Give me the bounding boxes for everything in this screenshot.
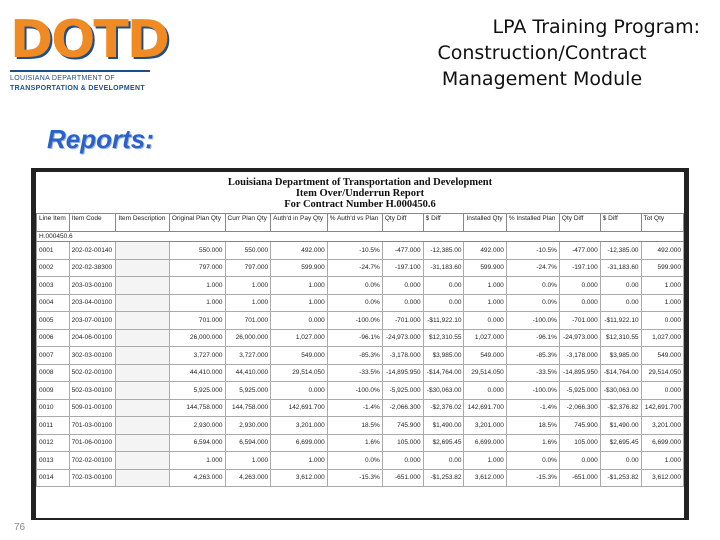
column-header: Curr Plan Qty xyxy=(225,214,271,232)
table-cell: 549.000 xyxy=(641,347,683,365)
report-org: Louisiana Department of Transportation and Development xyxy=(227,177,493,188)
table-row xyxy=(37,417,684,435)
logo-tagline-1: LOUISIANA DEPARTMENT OF xyxy=(10,75,115,82)
table-cell: 1.000 xyxy=(225,452,271,470)
table-cell xyxy=(116,417,169,435)
table-cell: -$14,764.00 xyxy=(423,364,464,382)
table-row xyxy=(37,242,684,260)
table-cell: -477.000 xyxy=(559,242,600,260)
table-cell: 2,930.000 xyxy=(169,417,225,435)
table-cell: 701-06-00100 xyxy=(69,434,116,452)
table-cell: 0.00 xyxy=(423,452,464,470)
table-cell: 29,514.050 xyxy=(464,364,506,382)
table-cell: 492.000 xyxy=(464,242,506,260)
table-header-row xyxy=(37,214,684,232)
logo-tagline-2: TRANSPORTATION & DEVELOPMENT xyxy=(10,85,145,92)
table-cell: -33.5% xyxy=(327,364,382,382)
table-cell: 1.6% xyxy=(506,434,559,452)
dotd-logo xyxy=(10,10,169,98)
table-cell: 702-02-00100 xyxy=(69,452,116,470)
table-cell: -2,066.300 xyxy=(382,399,423,417)
table-cell: 3,201.000 xyxy=(271,417,328,435)
table-cell: 0014 xyxy=(37,469,70,487)
title-line-1: LPA Training Program: xyxy=(492,16,700,38)
table-cell: 0006 xyxy=(37,329,70,347)
table-cell: $12,310.55 xyxy=(600,329,641,347)
table-cell: 0.00 xyxy=(423,277,464,295)
column-header: Item Description xyxy=(116,214,169,232)
table-row xyxy=(37,329,684,347)
contract-cell: H.000450.6 xyxy=(37,232,684,242)
table-cell: 3,612.000 xyxy=(641,469,683,487)
table-cell: 204-06-00100 xyxy=(69,329,116,347)
column-header: Qty Diff xyxy=(382,214,423,232)
table-cell: 2,930.000 xyxy=(225,417,271,435)
table-cell xyxy=(116,399,169,417)
table-cell: 0.000 xyxy=(641,312,683,330)
table-cell: 599.900 xyxy=(271,259,328,277)
column-header: $ Diff xyxy=(423,214,464,232)
table-cell: 0.00 xyxy=(600,452,641,470)
table-cell: -3,178.000 xyxy=(382,347,423,365)
table-cell: 797.000 xyxy=(225,259,271,277)
table-cell: -$1,253.82 xyxy=(600,469,641,487)
page-number: 76 xyxy=(14,522,26,533)
table-cell: 1.000 xyxy=(169,452,225,470)
table-cell: 0.0% xyxy=(506,294,559,312)
contract-row xyxy=(37,232,684,242)
column-header: Tot Qty xyxy=(641,214,683,232)
table-cell: -5,925.000 xyxy=(382,382,423,400)
table-cell: 509-01-00100 xyxy=(69,399,116,417)
table-cell: -24.7% xyxy=(327,259,382,277)
table-row xyxy=(37,364,684,382)
table-cell: -$11,922.10 xyxy=(600,312,641,330)
table-cell: -96.1% xyxy=(327,329,382,347)
table-cell: $12,310.55 xyxy=(423,329,464,347)
table-cell: -10.5% xyxy=(506,242,559,260)
table-cell: 4,263.000 xyxy=(225,469,271,487)
table-cell: -85.3% xyxy=(327,347,382,365)
table-cell: 29,514.050 xyxy=(271,364,328,382)
column-header: Qty Diff xyxy=(559,214,600,232)
table-cell: 0.0% xyxy=(327,452,382,470)
table-cell: $1,490.00 xyxy=(600,417,641,435)
table-cell: 1.000 xyxy=(464,277,506,295)
slide-title xyxy=(382,14,702,92)
table-cell: 502-02-00100 xyxy=(69,364,116,382)
table-cell: -3,178.000 xyxy=(559,347,600,365)
table-cell: 1.000 xyxy=(271,277,328,295)
table-row xyxy=(37,382,684,400)
table-cell: 0.000 xyxy=(559,294,600,312)
table-cell: -$11,922.10 xyxy=(423,312,464,330)
table-cell: -$1,253.82 xyxy=(423,469,464,487)
table-cell: 0001 xyxy=(37,242,70,260)
table-cell: -100.0% xyxy=(506,382,559,400)
table-cell: 0002 xyxy=(37,259,70,277)
column-header: Original Plan Qty xyxy=(169,214,225,232)
table-cell: -96.1% xyxy=(506,329,559,347)
report-contract: For Contract Number H.000450.6 xyxy=(284,199,436,210)
table-cell: 0013 xyxy=(37,452,70,470)
table-cell: 0005 xyxy=(37,312,70,330)
table-cell: -24.7% xyxy=(506,259,559,277)
table-cell: 18.5% xyxy=(506,417,559,435)
table-cell: -2,066.300 xyxy=(559,399,600,417)
table-cell: 105.000 xyxy=(382,434,423,452)
table-cell: -$2,376.82 xyxy=(600,399,641,417)
table-cell: 0.000 xyxy=(382,277,423,295)
table-cell: 0.0% xyxy=(327,277,382,295)
table-cell: -14,895.950 xyxy=(382,364,423,382)
table-cell xyxy=(116,277,169,295)
table-cell: -33.5% xyxy=(506,364,559,382)
table-cell xyxy=(116,434,169,452)
table-cell: 0.000 xyxy=(559,277,600,295)
report-screenshot xyxy=(36,172,684,518)
table-cell: 1.000 xyxy=(169,277,225,295)
table-cell: 1,027.000 xyxy=(641,329,683,347)
table-cell: 3,201.000 xyxy=(464,417,506,435)
table-cell: -15.3% xyxy=(327,469,382,487)
table-cell: 44,410.000 xyxy=(169,364,225,382)
table-cell: -12,385.00 xyxy=(423,242,464,260)
table-cell: 3,612.000 xyxy=(464,469,506,487)
title-line-3: Management Module xyxy=(441,68,643,90)
table-cell: 0.000 xyxy=(641,382,683,400)
table-cell xyxy=(116,452,169,470)
table-cell: 0011 xyxy=(37,417,70,435)
table-cell: $3,985.00 xyxy=(600,347,641,365)
table-cell: 0007 xyxy=(37,347,70,365)
table-cell: 0003 xyxy=(37,277,70,295)
table-cell: -$2,376.02 xyxy=(423,399,464,417)
table-cell: 203-07-00100 xyxy=(69,312,116,330)
table-cell: 142,691.700 xyxy=(641,399,683,417)
table-cell: 6,699.000 xyxy=(271,434,328,452)
table-cell: 1,027.000 xyxy=(464,329,506,347)
column-header: Item Code xyxy=(69,214,116,232)
table-cell: 302-03-00100 xyxy=(69,347,116,365)
column-header: Auth'd in Pay Qty xyxy=(271,214,328,232)
section-heading: Reports: xyxy=(47,124,154,154)
table-cell: 549.000 xyxy=(271,347,328,365)
table-cell: 0.00 xyxy=(600,294,641,312)
table-cell: -197.100 xyxy=(382,259,423,277)
table-cell: 0.000 xyxy=(464,382,506,400)
table-cell: $3,985.00 xyxy=(423,347,464,365)
table-row xyxy=(37,277,684,295)
table-cell: 144,758.000 xyxy=(169,399,225,417)
table-cell: 3,612.000 xyxy=(271,469,328,487)
table-row xyxy=(37,452,684,470)
report-name: Item Over/Underrun Report xyxy=(295,188,425,199)
table-cell: 29,514.050 xyxy=(641,364,683,382)
table-cell: 1.6% xyxy=(327,434,382,452)
table-cell: -14,895.950 xyxy=(559,364,600,382)
table-cell: 26,000.000 xyxy=(169,329,225,347)
table-cell: -5,925.000 xyxy=(559,382,600,400)
table-cell: 1.000 xyxy=(225,294,271,312)
table-row xyxy=(37,294,684,312)
table-cell: -10.5% xyxy=(327,242,382,260)
logo-rule xyxy=(10,70,150,72)
table-cell: 797.000 xyxy=(169,259,225,277)
table-cell: 6,594.000 xyxy=(225,434,271,452)
table-cell: -477.000 xyxy=(382,242,423,260)
table-cell xyxy=(116,294,169,312)
table-cell: -100.0% xyxy=(506,312,559,330)
table-cell: 702-03-00100 xyxy=(69,469,116,487)
table-cell: 6,699.000 xyxy=(464,434,506,452)
table-cell: 0.000 xyxy=(382,294,423,312)
table-cell: 550.000 xyxy=(169,242,225,260)
table-cell: 701.000 xyxy=(169,312,225,330)
table-cell: 6,699.000 xyxy=(641,434,683,452)
table-cell: -1.4% xyxy=(506,399,559,417)
table-cell: 0.00 xyxy=(423,294,464,312)
column-header: $ Diff xyxy=(600,214,641,232)
table-cell: -$14,764.00 xyxy=(600,364,641,382)
table-cell: 0.0% xyxy=(506,452,559,470)
table-cell: 1.000 xyxy=(464,294,506,312)
table-cell xyxy=(116,382,169,400)
table-cell: 142,691.700 xyxy=(464,399,506,417)
table-cell: 5,925.000 xyxy=(225,382,271,400)
table-row xyxy=(37,347,684,365)
table-cell: 701.000 xyxy=(225,312,271,330)
table-cell: -24,973.000 xyxy=(559,329,600,347)
table-cell xyxy=(116,259,169,277)
table-cell xyxy=(116,347,169,365)
table-cell: 0.00 xyxy=(600,277,641,295)
table-cell: -$30,063.00 xyxy=(600,382,641,400)
table-cell: 203-03-00100 xyxy=(69,277,116,295)
table-cell: $2,695.45 xyxy=(600,434,641,452)
table-cell: 44,410.000 xyxy=(225,364,271,382)
report-header xyxy=(36,172,684,210)
table-cell: 1.000 xyxy=(271,452,328,470)
column-header: Line Item xyxy=(37,214,70,232)
table-cell: 0009 xyxy=(37,382,70,400)
table-cell: 3,201.000 xyxy=(641,417,683,435)
table-cell: -100.0% xyxy=(327,312,382,330)
table-cell: 1.000 xyxy=(641,452,683,470)
table-cell: 492.000 xyxy=(271,242,328,260)
column-header: % Installed Plan xyxy=(506,214,559,232)
table-cell: 0010 xyxy=(37,399,70,417)
table-cell: -$30,063.00 xyxy=(423,382,464,400)
column-header: Installed Qty xyxy=(464,214,506,232)
table-cell: 18.5% xyxy=(327,417,382,435)
table-cell: 144,758.000 xyxy=(225,399,271,417)
table-cell xyxy=(116,364,169,382)
table-cell: 745.900 xyxy=(382,417,423,435)
report-table xyxy=(36,213,684,487)
table-row xyxy=(37,434,684,452)
table-cell: -31,183.60 xyxy=(423,259,464,277)
table-cell: 0.000 xyxy=(559,452,600,470)
table-cell xyxy=(116,312,169,330)
table-cell: -15.3% xyxy=(506,469,559,487)
table-cell: 202-02-00140 xyxy=(69,242,116,260)
table-cell: 701-03-00100 xyxy=(69,417,116,435)
table-cell: -85.3% xyxy=(506,347,559,365)
table-row xyxy=(37,399,684,417)
table-cell: 1,027.000 xyxy=(271,329,328,347)
table-cell: 0.0% xyxy=(506,277,559,295)
table-cell: 1.000 xyxy=(641,277,683,295)
logo-wordmark: DOTD xyxy=(10,10,169,70)
table-cell: 492.000 xyxy=(641,242,683,260)
table-cell xyxy=(116,469,169,487)
table-cell: 550.000 xyxy=(225,242,271,260)
table-cell: 0.000 xyxy=(382,452,423,470)
table-cell: 502-03-00100 xyxy=(69,382,116,400)
table-row xyxy=(37,469,684,487)
table-cell: -31,183.60 xyxy=(600,259,641,277)
table-cell: 202-02-38300 xyxy=(69,259,116,277)
table-cell: 599.900 xyxy=(641,259,683,277)
table-cell: 1.000 xyxy=(464,452,506,470)
table-cell: 1.000 xyxy=(225,277,271,295)
table-cell xyxy=(116,242,169,260)
table-cell: 3,727.000 xyxy=(225,347,271,365)
table-cell: 6,594.000 xyxy=(169,434,225,452)
table-cell: -197.100 xyxy=(559,259,600,277)
table-cell: 745.900 xyxy=(559,417,600,435)
table-cell: -651.000 xyxy=(382,469,423,487)
table-cell: 3,727.000 xyxy=(169,347,225,365)
table-cell: 0012 xyxy=(37,434,70,452)
table-row xyxy=(37,259,684,277)
table-cell: 1.000 xyxy=(169,294,225,312)
table-row xyxy=(37,312,684,330)
table-cell: 105.000 xyxy=(559,434,600,452)
column-header: % Auth'd vs Plan xyxy=(327,214,382,232)
table-cell: 0.000 xyxy=(271,382,328,400)
table-cell: 0.0% xyxy=(327,294,382,312)
table-cell: 1.000 xyxy=(641,294,683,312)
table-cell: -1.4% xyxy=(327,399,382,417)
table-cell: 142,691.700 xyxy=(271,399,328,417)
table-cell: 0008 xyxy=(37,364,70,382)
table-cell: -100.0% xyxy=(327,382,382,400)
table-cell: -24,973.000 xyxy=(382,329,423,347)
table-cell: -12,385.00 xyxy=(600,242,641,260)
table-cell: 549.000 xyxy=(464,347,506,365)
table-cell: $2,695.45 xyxy=(423,434,464,452)
table-cell: -701.000 xyxy=(559,312,600,330)
table-cell: 26,000.000 xyxy=(225,329,271,347)
table-cell: 1.000 xyxy=(271,294,328,312)
table-cell xyxy=(116,329,169,347)
table-cell: 0004 xyxy=(37,294,70,312)
table-cell: -701.000 xyxy=(382,312,423,330)
table-cell: 599.900 xyxy=(464,259,506,277)
table-cell: -651.000 xyxy=(559,469,600,487)
table-cell: 0.000 xyxy=(271,312,328,330)
table-cell: $1,490.00 xyxy=(423,417,464,435)
table-cell: 0.000 xyxy=(464,312,506,330)
title-line-2: Construction/Contract xyxy=(437,42,647,64)
table-cell: 5,925.000 xyxy=(169,382,225,400)
table-cell: 4,263.000 xyxy=(169,469,225,487)
table-cell: 203-04-00100 xyxy=(69,294,116,312)
